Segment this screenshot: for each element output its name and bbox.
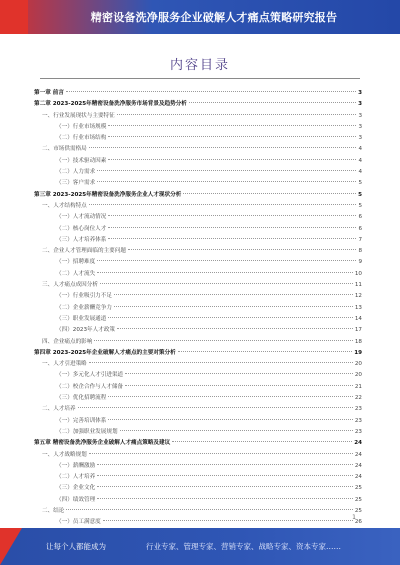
toc-entry-label: 一、人才结构特点 [42,202,87,209]
toc-entry-label: 第三章 2023-2025年精密设备洗净服务企业人才现状分析 [34,191,182,198]
toc-entry[interactable] [34,190,362,201]
toc-entry-label: （二）加强职业发展规划 [56,428,118,435]
toc-entry-page: 3 [358,135,362,142]
toc-entry-label: （二）人才流失 [56,270,96,277]
toc-entry-label: （一）完善培训体系 [56,417,107,424]
toc-entry-label: 第一章 前言 [34,90,64,96]
toc-entry-page: 13 [354,304,362,311]
toc-entry[interactable] [34,348,362,359]
toc-entry-page: 26 [354,519,362,526]
toc-entry-label: 一、人才引进策略 [42,361,87,368]
toc-entry-label: 三、人才痛点成因分析 [42,282,98,289]
toc-entry-label: （一）人才流动情况 [56,214,107,221]
toc-entry-label: （二）人力需求 [56,169,96,176]
toc-heading: 内容目录 [169,58,230,73]
toc-dot-leader [125,385,353,386]
toc-entry-page: 25 [354,485,362,492]
toc-dot-leader [100,283,353,284]
toc-dot-leader [128,249,357,250]
toc-dot-leader [108,215,356,216]
toc-entry[interactable] [34,370,362,381]
toc-entry[interactable] [34,337,362,348]
toc-dot-leader [108,419,353,420]
toc-entry[interactable] [34,438,362,449]
toc-entry[interactable] [34,450,362,461]
toc-dot-leader [108,238,356,239]
toc-entry-label: （一）员工满意度 [56,519,101,526]
toc-dot-leader [117,114,357,115]
toc-dot-leader [108,227,356,228]
toc-entry-page: 4 [358,146,362,153]
toc-entry-label: （一）行业吸引力不足 [56,293,112,300]
toc-entry-page: 11 [354,282,362,289]
toc-entry-page: 5 [358,191,362,198]
toc-entry-page: 6 [358,214,362,221]
toc-dot-leader [97,464,353,465]
toc-dot-leader [108,396,353,397]
toc-entry-label: 一、行业发展现状与主要特征 [42,112,115,119]
toc-dot-leader [108,136,356,137]
toc-entry-label: （三）客户需求 [56,180,96,187]
toc-entry-page: 14 [354,315,362,322]
toc-dot-leader [178,351,353,352]
footer-slogan: 让每个人都能成为 [46,542,106,551]
toc-entry-label: 四、企业痛点的影响 [42,338,93,345]
toc-dot-leader [97,486,353,487]
toc-entry-page: 3 [358,112,362,119]
toc-entry-page: 19 [354,349,362,356]
toc-entry-page: 24 [354,462,362,469]
toc-entry-label: （一）薪酬激励 [56,462,96,469]
toc-entry-label: （二）校企合作与人才储备 [56,383,124,390]
toc-entry-page: 3 [358,90,362,96]
toc-dot-leader [89,453,353,454]
toc-entry-page: 24 [354,440,362,447]
toc-entry[interactable] [34,212,362,223]
toc-entry[interactable] [34,178,362,189]
toc-entry-label: 第二章 2023-2025年精密设备洗净服务市场背景及趋势分析 [34,101,187,108]
toc-entry[interactable] [34,416,362,427]
toc-entry-page: 23 [354,417,362,424]
toc-entry[interactable] [34,144,362,155]
toc-entry-label: 第四章 2023-2025年企业破解人才痛点的主要对策分析 [34,349,176,356]
toc-dot-leader [97,475,353,476]
toc-entry-label: （四）绩效管理 [56,496,96,503]
toc-dot-leader [94,340,353,341]
toc-entry-label: （三）企业文化 [56,485,96,492]
toc-entry-page: 4 [358,169,362,176]
toc-entry-page: 22 [354,395,362,402]
toc-entry-label: 二、结论 [42,507,65,514]
toc-entry[interactable] [34,133,362,144]
toc-entry[interactable] [34,88,362,99]
toc-entry-label: （一）行业市场规模 [56,123,107,130]
toc-entry-page: 23 [354,428,362,435]
toc-entry[interactable] [34,461,362,472]
toc-entry-label: 第五章 精密设备洗净服务企业破解人才痛点策略及建议 [34,440,171,447]
toc-entry-label: 二、企业人才管理面临的主要问题 [42,248,126,255]
toc-entry[interactable] [34,495,362,506]
toc-entry-page: 25 [354,496,362,503]
toc-entry-page: 5 [358,202,362,209]
toc-entry-label: （二）行业市场结构 [56,135,107,142]
toc-dot-leader [97,260,356,261]
toc-entry[interactable] [34,167,362,178]
toc-entry-page: 25 [354,507,362,514]
toc-entry-page: 3 [358,101,362,108]
footer-expert-list: 行业专家、管理专家、营销专家、战略专家、资本专家…… [146,542,341,551]
toc-entry-label: （三）职业发展通道 [56,315,107,322]
toc-entry[interactable] [34,314,362,325]
toc-entry[interactable] [34,325,362,336]
toc-entry-page: 20 [354,361,362,368]
toc-entry[interactable] [34,111,362,122]
toc-entry[interactable] [34,235,362,246]
toc-dot-leader [66,509,352,510]
toc-dot-leader [189,102,356,103]
toc-dot-leader [117,328,353,329]
toc-dot-leader [66,91,356,92]
toc-dot-leader [183,193,356,194]
toc-entry-label: （一）技术驱动因素 [56,157,107,164]
toc-dot-leader [103,520,353,521]
page-number: 1 [352,514,356,521]
toc-entry[interactable] [34,246,362,257]
toc-entry-label: （二）人才培养 [56,474,96,481]
toc-dot-leader [97,181,356,182]
toc-entry-label: （一）多元化人才引进渠道 [56,372,124,379]
table-of-contents [34,88,362,540]
toc-dot-leader [97,170,356,171]
toc-entry-label: （三）人才培养体系 [56,236,107,243]
toc-entry[interactable] [34,156,362,167]
toc-entry[interactable] [34,122,362,133]
toc-dot-leader [108,317,353,318]
toc-dot-leader [89,147,357,148]
toc-entry-page: 12 [354,293,362,300]
toc-entry-label: （二）企业薪酬竞争力 [56,304,112,311]
toc-dot-leader [114,294,353,295]
toc-entry-label: 一、人才战略规划 [42,451,87,458]
toc-dot-leader [108,159,356,160]
toc-dot-leader [89,204,357,205]
toc-entry-page: 17 [354,327,362,334]
toc-entry[interactable] [34,517,362,528]
toc-entry-page: 9 [358,259,362,266]
toc-entry-page: 6 [358,225,362,232]
toc-dot-leader [125,373,353,374]
toc-entry-page: 8 [358,248,362,255]
toc-entry-label: （四）2023年人才政策 [56,327,115,334]
toc-entry[interactable] [34,291,362,302]
toc-entry[interactable] [34,483,362,494]
toc-entry[interactable] [34,201,362,212]
toc-entry[interactable] [34,382,362,393]
toc-dot-leader [108,125,356,126]
toc-entry[interactable] [34,224,362,235]
toc-entry[interactable] [34,257,362,268]
toc-entry[interactable] [34,99,362,110]
toc-entry-label: （二）核心岗位人才 [56,225,107,232]
report-title: 精密设备洗净服务企业破解人才痛点策略研究报告 [90,11,338,24]
toc-entry-label: 二、市场供需格局 [42,146,87,153]
toc-entry-page: 24 [354,451,362,458]
toc-dot-leader [89,362,353,363]
toc-entry-page: 3 [358,123,362,130]
toc-dot-leader [114,306,353,307]
toc-divider [40,78,360,79]
toc-entry-page: 20 [354,372,362,379]
toc-entry[interactable] [34,404,362,415]
toc-entry-page: 7 [358,236,362,243]
toc-entry[interactable] [34,472,362,483]
toc-entry[interactable] [34,506,362,517]
header-accent-tab [0,0,28,34]
toc-entry[interactable] [34,359,362,370]
footer-accent-corner [0,528,22,565]
toc-entry[interactable] [34,303,362,314]
toc-entry-label: （一）招聘难度 [56,259,96,266]
toc-entry-label: （三）优化招聘流程 [56,395,107,402]
toc-dot-leader [172,441,352,442]
toc-dot-leader [97,272,353,273]
toc-dot-leader [78,407,353,408]
toc-dot-leader [120,430,353,431]
toc-entry-page: 23 [354,406,362,413]
toc-entry-label: 二、人才培养 [42,406,76,413]
toc-entry[interactable] [34,427,362,438]
toc-dot-leader [97,498,353,499]
toc-entry-page: 21 [354,383,362,390]
toc-entry-page: 18 [354,338,362,345]
toc-entry[interactable] [34,280,362,291]
toc-entry-page: 24 [354,474,362,481]
toc-entry[interactable] [34,269,362,280]
toc-entry[interactable] [34,393,362,404]
toc-entry-page: 5 [358,180,362,187]
toc-entry-page: 4 [358,157,362,164]
toc-entry-page: 10 [354,270,362,277]
